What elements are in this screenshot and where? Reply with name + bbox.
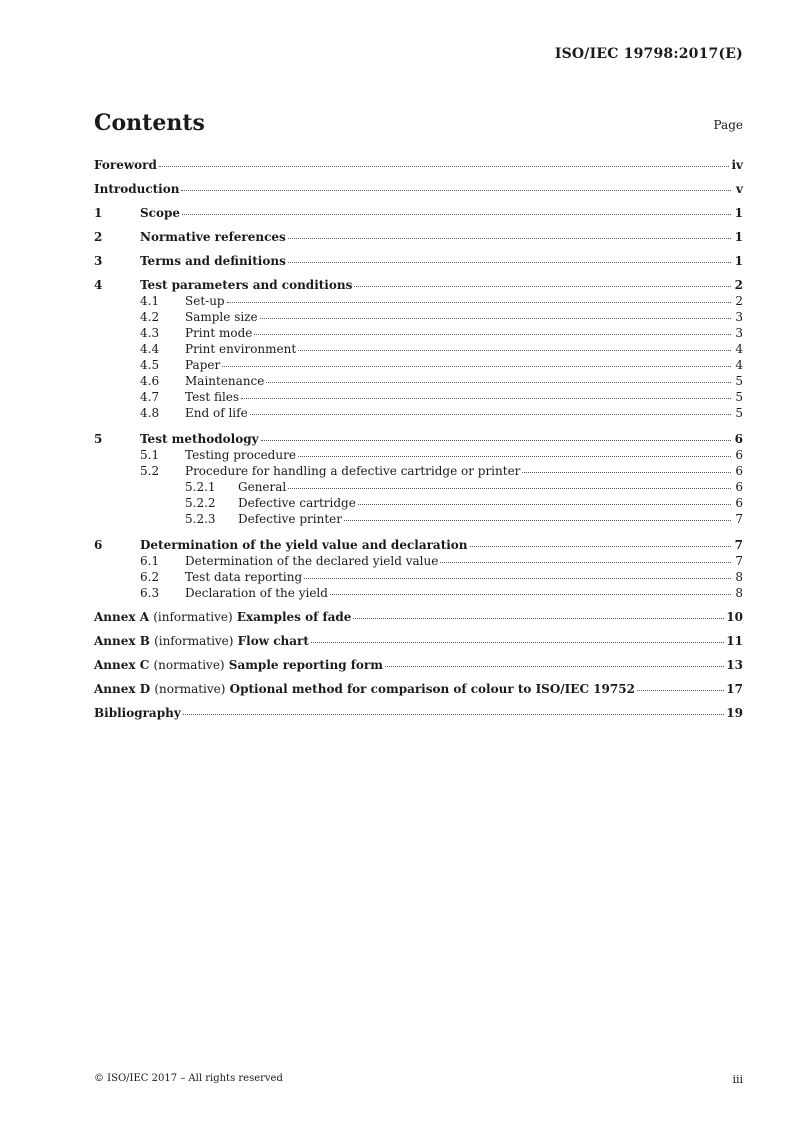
toc-entry-number: 5.2.2 — [185, 496, 216, 510]
annex-name: Annex A — [94, 610, 150, 624]
toc-entry-annex-a[interactable] — [94, 609, 743, 625]
toc-entry-yield-determination[interactable] — [94, 537, 743, 553]
toc-entry-number: 3 — [94, 254, 103, 268]
toc-entry-4-2[interactable] — [94, 309, 743, 325]
dot-leader — [288, 487, 731, 489]
toc-entry-title: Bibliography — [94, 706, 181, 720]
toc-entry-annex-d[interactable] — [94, 681, 743, 697]
annex-title: Optional method for comparison of colour to ISO/IEC 19752 — [229, 682, 635, 696]
toc-entry-number: 5.2 — [140, 464, 160, 478]
annex-kind: (normative) — [153, 658, 225, 672]
page-number: iii — [732, 1073, 743, 1086]
annex-name: Annex C — [94, 658, 150, 672]
dot-leader — [266, 381, 731, 383]
toc-entry-number: 4.8 — [140, 406, 160, 420]
toc-entry-title: Sample size — [185, 310, 258, 324]
toc-entry-number: 6.1 — [140, 554, 160, 568]
toc-entry-title: Test methodology — [140, 432, 259, 446]
toc-entry-5-2-3[interactable] — [94, 511, 743, 527]
document-id-header: ISO/IEC 19798:2017(E) — [554, 46, 743, 62]
toc-entry-title: Terms and definitions — [140, 254, 286, 268]
toc-entry-page: 6 — [735, 464, 743, 478]
toc-entry-title: Normative references — [140, 230, 286, 244]
annex-name: Annex B — [94, 634, 150, 648]
toc-entry-5-1[interactable] — [94, 447, 743, 463]
toc-entry-5-2[interactable] — [94, 463, 743, 479]
toc-entry-title: General — [238, 480, 287, 494]
toc-entry-title: Defective printer — [238, 512, 342, 526]
table-of-contents — [94, 155, 743, 721]
toc-entry-4-3[interactable] — [94, 325, 743, 341]
toc-entry-foreword[interactable] — [94, 157, 743, 173]
toc-entry-page: 6 — [735, 496, 743, 510]
toc-entry-page: 2 — [734, 278, 743, 292]
toc-entry-page: 6 — [735, 448, 743, 462]
dot-leader — [298, 455, 731, 457]
toc-entry-page: 7 — [734, 538, 743, 552]
page-column-label: Page — [713, 118, 743, 132]
toc-entry-6-1[interactable] — [94, 553, 743, 569]
toc-entry-4-5[interactable] — [94, 357, 743, 373]
dot-leader — [288, 261, 731, 263]
toc-entry-number: 5 — [94, 432, 103, 446]
annex-name: Annex D — [94, 682, 151, 696]
dot-leader — [440, 561, 731, 563]
toc-entry-number: 5.1 — [140, 448, 160, 462]
toc-entry-page: 1 — [734, 254, 743, 268]
dot-leader — [637, 689, 724, 691]
toc-entry-title: Print environment — [185, 342, 297, 356]
toc-entry-introduction[interactable] — [94, 181, 743, 197]
toc-entry-page: 2 — [735, 294, 743, 308]
dot-leader — [470, 545, 731, 547]
toc-entry-page: 1 — [734, 230, 743, 244]
toc-entry-page: 11 — [726, 634, 743, 648]
toc-entry-number: 4.7 — [140, 390, 160, 404]
contents-title: Contents — [94, 110, 205, 136]
toc-entry-number: 4 — [94, 278, 103, 292]
toc-entry-number: 4.4 — [140, 342, 160, 356]
dot-leader — [181, 189, 731, 191]
toc-entry-page: 7 — [735, 554, 743, 568]
toc-entry-title: Paper — [185, 358, 221, 372]
dot-leader — [330, 593, 731, 595]
toc-entry-title: Print mode — [185, 326, 253, 340]
toc-entry-4-1[interactable] — [94, 293, 743, 309]
toc-entry-title: Defective cartridge — [238, 496, 356, 510]
toc-entry-4-4[interactable] — [94, 341, 743, 357]
toc-entry-6-2[interactable] — [94, 569, 743, 585]
dot-leader — [250, 413, 731, 415]
dot-leader — [385, 665, 724, 667]
dot-leader — [227, 301, 731, 303]
toc-entry-title: Maintenance — [185, 374, 265, 388]
annex-title: Examples of fade — [236, 610, 352, 624]
dot-leader — [354, 285, 731, 287]
toc-entry-title: Foreword — [94, 158, 157, 172]
toc-entry-title: Declaration of the yield — [185, 586, 328, 600]
toc-entry-title: Introduction — [94, 182, 180, 196]
dot-leader — [260, 317, 731, 319]
toc-entry-4-6[interactable] — [94, 373, 743, 389]
toc-entry-number: 6 — [94, 538, 103, 552]
dot-leader — [311, 641, 724, 643]
toc-entry-normative-references[interactable] — [94, 229, 743, 245]
toc-entry-title: Testing procedure — [185, 448, 296, 462]
toc-entry-5-2-2[interactable] — [94, 495, 743, 511]
toc-entry-page: 1 — [734, 206, 743, 220]
dot-leader — [304, 577, 731, 579]
toc-entry-title: Determination of the yield value and declaration — [140, 538, 468, 552]
dot-leader — [288, 237, 731, 239]
toc-entry-number: 5.2.3 — [185, 512, 216, 526]
toc-entry-title: End of life — [185, 406, 248, 420]
toc-entry-page: 13 — [726, 658, 743, 672]
annex-title: Sample reporting form — [228, 658, 383, 672]
toc-entry-4-7[interactable] — [94, 389, 743, 405]
toc-entry-page: 4 — [735, 342, 743, 356]
toc-entry-number: 5.2.1 — [185, 480, 216, 494]
toc-entry-scope[interactable] — [94, 205, 743, 221]
toc-entry-page: 10 — [726, 610, 743, 624]
toc-entry-number: 1 — [94, 206, 103, 220]
toc-entry-page: v — [736, 182, 743, 196]
toc-entry-number: 2 — [94, 230, 103, 244]
toc-entry-test-methodology[interactable] — [94, 431, 743, 447]
toc-entry-number: 6.2 — [140, 570, 160, 584]
toc-entry-page: 5 — [735, 374, 743, 388]
toc-entry-5-2-1[interactable] — [94, 479, 743, 495]
toc-entry-title: Scope — [140, 206, 181, 220]
toc-entry-number: 6.3 — [140, 586, 160, 600]
toc-entry-page: 4 — [735, 358, 743, 372]
dot-leader — [182, 213, 731, 215]
toc-entry-bibliography[interactable] — [94, 705, 743, 721]
toc-entry-page: 6 — [735, 480, 743, 494]
annex-kind: (informative) — [153, 610, 233, 624]
toc-entry-number: 4.2 — [140, 310, 160, 324]
toc-entry-number: 4.6 — [140, 374, 160, 388]
toc-entry-page: 5 — [735, 406, 743, 420]
toc-entry-page: 3 — [735, 310, 743, 324]
dot-leader — [358, 503, 731, 505]
toc-entry-4-8[interactable] — [94, 405, 743, 421]
toc-entry-page: 7 — [735, 512, 743, 526]
toc-entry-page: 17 — [726, 682, 743, 696]
toc-entry-title: Determination of the declared yield value — [185, 554, 439, 568]
dot-leader — [353, 617, 724, 619]
toc-entry-annex-c[interactable] — [94, 657, 743, 673]
annex-kind: (normative) — [154, 682, 226, 696]
dot-leader — [159, 165, 730, 167]
toc-entry-page: iv — [731, 158, 743, 172]
copyright-footer: © ISO/IEC 2017 – All rights reserved — [94, 1073, 283, 1084]
toc-entry-page: 3 — [735, 326, 743, 340]
toc-entry-page: 6 — [734, 432, 743, 446]
toc-entry-6-3[interactable] — [94, 585, 743, 601]
dot-leader — [298, 349, 731, 351]
toc-entry-test-parameters[interactable] — [94, 277, 743, 293]
dot-leader — [254, 333, 731, 335]
dot-leader — [261, 439, 731, 441]
toc-entry-title: Procedure for handling a defective cartridge or printer — [185, 464, 521, 478]
dot-leader — [344, 519, 731, 521]
toc-entry-title: Set-up — [185, 294, 225, 308]
annex-kind: (informative) — [154, 634, 234, 648]
dot-leader — [222, 365, 731, 367]
toc-entry-number: 4.1 — [140, 294, 160, 308]
toc-entry-number: 4.3 — [140, 326, 160, 340]
toc-entry-annex-b[interactable] — [94, 633, 743, 649]
toc-entry-page: 19 — [726, 706, 743, 720]
annex-title: Flow chart — [237, 634, 309, 648]
dot-leader — [522, 471, 731, 473]
toc-entry-title: Test files — [185, 390, 240, 404]
toc-entry-terms-and-definitions[interactable] — [94, 253, 743, 269]
toc-entry-number: 4.5 — [140, 358, 160, 372]
toc-entry-page: 8 — [735, 586, 743, 600]
toc-entry-page: 5 — [735, 390, 743, 404]
toc-entry-title: Test data reporting — [185, 570, 303, 584]
dot-leader — [183, 713, 725, 715]
toc-entry-title: Test parameters and conditions — [140, 278, 353, 292]
toc-entry-page: 8 — [735, 570, 743, 584]
dot-leader — [241, 397, 731, 399]
